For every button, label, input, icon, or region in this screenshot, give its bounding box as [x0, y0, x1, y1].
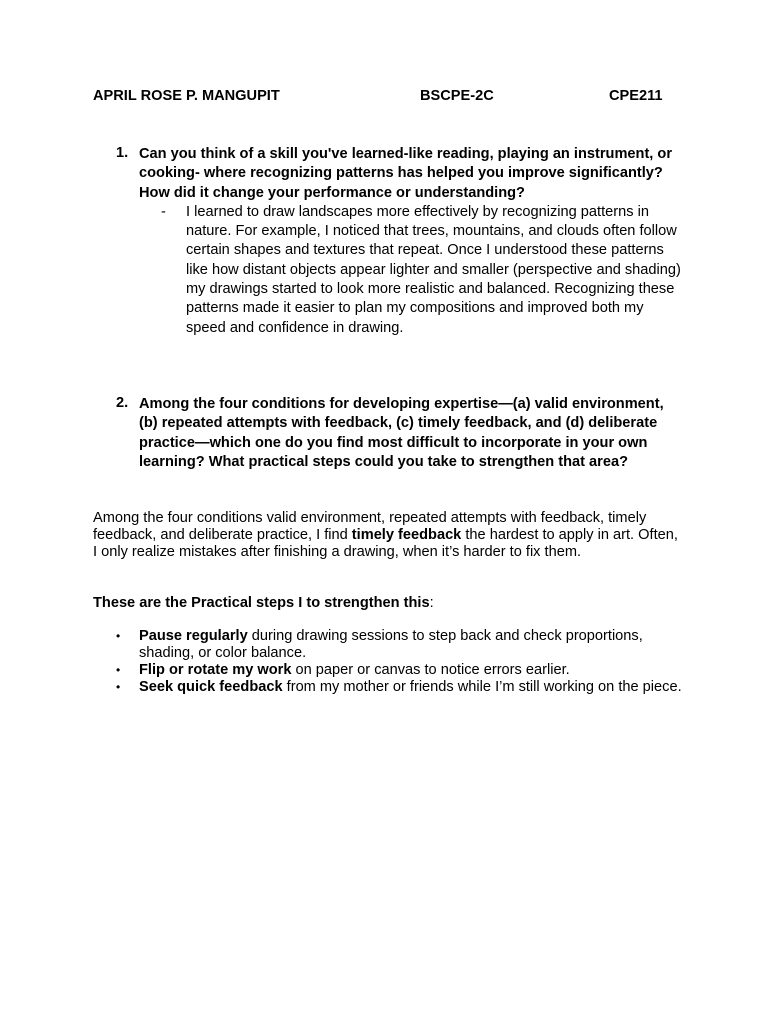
- step-rest: on paper or canvas to notice errors earlier.: [291, 662, 570, 678]
- dash-marker: -: [161, 203, 166, 220]
- question-text: Can you think of a skill you've learned-like reading, playing an instrument, or cooking- where recognizing patterns has helped you improve significantly? How did it change your performance or understanding?: [139, 146, 673, 201]
- step-bold: Flip or rotate my work: [139, 662, 292, 678]
- list-item: [93, 679, 683, 696]
- list-item: [93, 628, 683, 662]
- steps-heading-text: These are the Practical steps I to strengthen this: [93, 595, 430, 611]
- steps-list: [93, 628, 683, 696]
- bullet-icon: •: [116, 663, 121, 677]
- steps-heading: [93, 595, 683, 612]
- question-1: [93, 145, 683, 203]
- answer-text: I learned to draw landscapes more effectively by recognizing patterns in nature. For example, I noticed that trees, mountains, and clouds often follow certain shapes and textures that repeat. Once I understood these patterns like how distant objects appear lighter and smaller (perspective and shading) my drawings started to look more realistic and balanced. Recognizing these patterns made it easier to plan my compositions and improved both my speed and confidence in drawing.: [186, 203, 681, 336]
- bullet-icon: •: [116, 629, 121, 643]
- question-number: 1.: [116, 145, 129, 161]
- question-2-answer: [93, 510, 683, 561]
- question-number: 2.: [116, 395, 129, 411]
- document-header: [93, 88, 693, 106]
- question-2: [93, 395, 683, 472]
- answer-emphasis: timely feedback: [351, 527, 462, 543]
- answer-text-before: Among the four conditions valid environment, repeated attempts with feedback, timely feedback, and deliberate practice, I find: [93, 510, 647, 543]
- list-item: [93, 662, 683, 679]
- question-2-block: [93, 395, 683, 472]
- step-bold: Pause regularly: [139, 628, 248, 644]
- course-code: CPE211: [609, 88, 663, 104]
- step-rest: during drawing sessions to step back and check proportions, shading, or color balance.: [139, 628, 643, 661]
- step-rest: from my mother or friends while I’m still working on the piece.: [282, 679, 682, 695]
- student-name: APRIL ROSE P. MANGUPIT: [93, 88, 280, 104]
- question-text: Among the four conditions for developing expertise—(a) valid environment, (b) repeated attempts with feedback, (c) timely feedback, and (d) deliberate practice—which one do you find most difficult to incorporate in your own learning? What practical steps could you take to strengthen that area?: [139, 396, 664, 470]
- student-section: BSCPE-2C: [420, 88, 494, 104]
- question-1-block: [93, 145, 683, 338]
- bullet-icon: •: [116, 680, 121, 694]
- step-bold: Seek quick feedback: [139, 679, 283, 695]
- question-1-answer: [93, 203, 683, 338]
- answer-text-after: the hardest to apply in art. Often, I only realize mistakes after finishing a drawing, when it’s harder to fix them.: [93, 527, 678, 560]
- steps-heading-suffix: :: [429, 595, 434, 611]
